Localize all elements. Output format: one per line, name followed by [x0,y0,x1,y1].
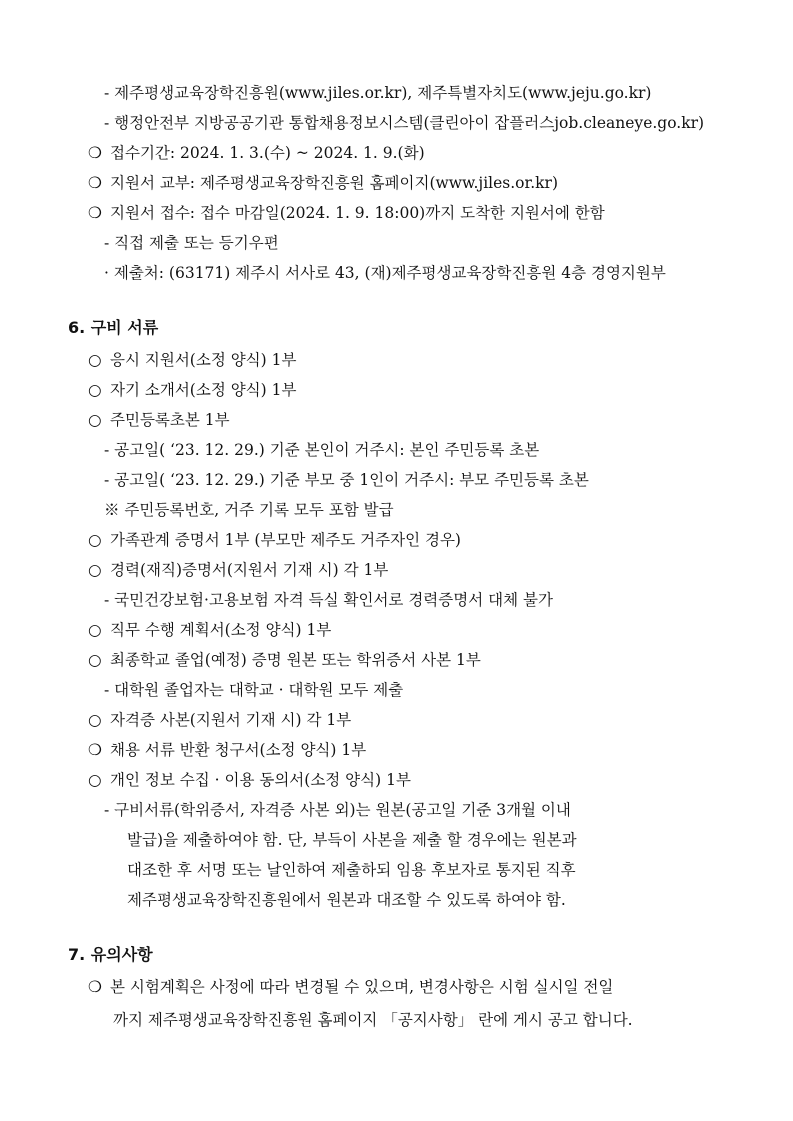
filled-bullet-icon: ❍ [88,144,102,162]
bullet-item [88,977,613,997]
filled-bullet-icon: ❍ [88,741,102,759]
sub-item: - 직접 제출 또는 등기우편 [104,234,279,252]
hollow-bullet-icon: ○ [88,381,102,399]
bullet-text: 본 시험계획은 사정에 따라 변경될 수 있으며, 변경사항은 시험 실시일 전일 [110,978,614,996]
bullet-item [88,620,331,640]
bullet-text: 자기 소개서(소정 양식) 1부 [110,381,297,399]
note-item: ※ 주민등록번호, 거주 기록 모두 포함 발급 [104,501,394,519]
sub-item: - 행정안전부 지방공공기관 통합채용정보시스템(클린아이 잡플러스job.cleaneye.go.kr) [104,114,705,132]
bullet-item [88,650,481,670]
hollow-bullet-icon: ○ [88,351,102,369]
hollow-bullet-icon: ○ [88,621,102,639]
bullet-item [88,770,411,790]
bullet-text-continued: 까지 제주평생교육장학진흥원 홈페이지 「공지사항」 란에 게시 공고 합니다. [113,1011,633,1029]
bullet-item [88,410,230,430]
sub-item: - 공고일( ‘23. 12. 29.) 기준 본인이 거주시: 본인 주민등록 초본 [104,441,540,459]
bullet-text: 직무 수행 계획서(소정 양식) 1부 [110,621,332,639]
sub-item: - 국민건강보험·고용보험 자격 득실 확인서로 경력증명서 대체 불가 [104,591,553,609]
bullet-item [88,710,351,730]
bullet-text: 최종학교 졸업(예정) 증명 원본 또는 학위증서 사본 1부 [110,651,481,669]
bullet-item [88,740,366,760]
bullet-item [88,143,425,163]
section-heading: 6. 구비 서류 [68,318,159,337]
filled-bullet-icon: ❍ [88,978,102,996]
filled-bullet-icon: ❍ [88,204,102,222]
bullet-text: 경력(재직)증명서(지원서 기재 시) 각 1부 [110,561,389,579]
bullet-text: 지원서 교부: 제주평생교육장학진흥원 홈페이지(www.jiles.or.kr) [110,174,558,192]
hollow-bullet-icon: ○ [88,561,102,579]
sub-item: - 대학원 졸업자는 대학교 · 대학원 모두 제출 [104,681,404,699]
bullet-text: 가족관계 증명서 1부 (부모만 제주도 거주자인 경우) [110,531,461,549]
bullet-item [88,560,388,580]
bullet-text: 지원서 접수: 접수 마감일(2024. 1. 9. 18:00)까지 도착한 지원서에 한함 [110,204,605,222]
sub-item: - 공고일( ‘23. 12. 29.) 기준 부모 중 1인이 거주시: 부모 주민등록 초본 [104,471,589,489]
sub-item: - 제주평생교육장학진흥원(www.jiles.or.kr), 제주특별자치도(www.jeju.go.kr) [104,84,652,102]
bullet-text: 응시 지원서(소정 양식) 1부 [110,351,297,369]
bullet-item [88,530,461,550]
sub-item: - 구비서류(학위증서, 자격증 사본 외)는 원본(공고일 기준 3개월 이내 [104,801,571,819]
bullet-item [88,380,296,400]
bullet-text: 개인 정보 수집 · 이용 동의서(소정 양식) 1부 [110,771,411,789]
bullet-text: 자격증 사본(지원서 기재 시) 각 1부 [110,711,352,729]
bullet-text: 주민등록초본 1부 [110,411,230,429]
hollow-bullet-icon: ○ [88,771,102,789]
filled-bullet-icon: ❍ [88,174,102,192]
hollow-bullet-icon: ○ [88,651,102,669]
bullet-item [88,203,605,223]
section-heading: 7. 유의사항 [68,945,153,964]
bullet-item [88,350,296,370]
sub-item-continued: 발급)을 제출하여야 함. 단, 부득이 사본을 제출 할 경우에는 원본과 [127,831,577,849]
sub-item-continued: 제주평생교육장학진흥원에서 원본과 대조할 수 있도록 하여야 함. [127,891,566,909]
hollow-bullet-icon: ○ [88,711,102,729]
bullet-text: 접수기간: 2024. 1. 3.(수) ~ 2024. 1. 9.(화) [110,144,425,162]
sub-item-continued: 대조한 후 서명 또는 날인하여 제출하되 임용 후보자로 통지된 직후 [127,861,576,879]
sub-item: · 제출처: (63171) 제주시 서사로 43, (재)제주평생교육장학진흥원 4층 경영지원부 [104,264,666,282]
hollow-bullet-icon: ○ [88,411,102,429]
bullet-text: 채용 서류 반환 청구서(소정 양식) 1부 [110,741,367,759]
hollow-bullet-icon: ○ [88,531,102,549]
bullet-item [88,173,558,193]
